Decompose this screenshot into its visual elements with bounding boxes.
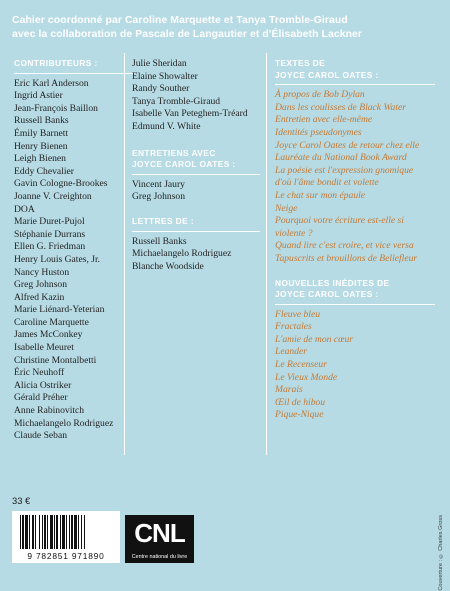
text-title: Quand lire c'est croire, et vice versa: [275, 240, 414, 252]
contributor-name: Henry Louis Gates, Jr.: [14, 253, 101, 265]
contributor-name: Tanya Tromble-Giraud: [132, 95, 221, 107]
story-title: Pique-Nique: [275, 409, 324, 421]
contributor-name: James McConkey: [14, 329, 83, 341]
cnl-logo: [125, 515, 194, 563]
contributor-name: Michaelangelo Rodriguez: [14, 417, 114, 429]
contributor-name: Alfred Kazin: [14, 291, 65, 303]
column-divider-1: [124, 53, 125, 455]
barcode-number: 9 782851 971890: [27, 551, 105, 561]
contributor-name: Isabelle Van Peteghem-Tréard: [132, 108, 248, 120]
contributor-name: Stéphanie Durrans: [14, 228, 86, 240]
contributor-name: Joanne V. Creighton: [14, 190, 92, 202]
nouvelles-title: [275, 278, 445, 301]
story-title: Leander: [275, 346, 307, 358]
contributor-name: Jean-François Baillon: [14, 102, 98, 114]
entretiens-title-line-2: JOYCE CAROL OATES :: [132, 159, 236, 170]
contributeurs-list: [14, 78, 122, 443]
contributor-name: Isabelle Meuret: [14, 342, 74, 354]
textes-title-line-2: JOYCE CAROL OATES :: [275, 69, 379, 80]
story-title: L'amie de mon cœur: [275, 333, 353, 345]
header: [12, 14, 442, 42]
entretiens-list: [132, 179, 270, 204]
contributor-name: Leigh Bienen: [14, 153, 66, 165]
lettres-list: [132, 236, 270, 274]
contributor-name: Eddy Chevalier: [14, 165, 74, 177]
section-rule: [132, 231, 260, 232]
text-title: violente ?: [275, 227, 313, 239]
contributor-name: Russell Banks: [14, 115, 69, 127]
section-rule: [275, 304, 435, 305]
section-rule: [14, 73, 134, 74]
contributor-name: Ingrid Astier: [14, 90, 63, 102]
text-title: À propos de Bob Dylan: [275, 89, 365, 101]
contributor-name: DOA: [14, 203, 35, 215]
text-title: Neige: [275, 202, 298, 214]
nouvelles-title-line-2: JOYCE CAROL OATES :: [275, 289, 379, 300]
contributor-name: Claude Seban: [14, 430, 68, 442]
section-rule: [132, 174, 260, 175]
letter-author-name: Russell Banks: [132, 235, 187, 247]
text-title: Le chat sur mon épaule: [275, 189, 366, 201]
contributor-name: Randy Souther: [132, 83, 190, 95]
contributor-name: Caroline Marquette: [14, 316, 89, 328]
story-title: Marais: [275, 384, 303, 396]
text-title: La poésie est l'expression gnomique: [275, 164, 414, 176]
nouvelles-title-line-1: NOUVELLES INÉDITES DE: [275, 277, 390, 288]
text-title: Dans les coulisses de Black Water: [275, 101, 407, 113]
barcode-bars: [12, 511, 120, 551]
contributor-name: Henry Bienen: [14, 140, 68, 152]
contributor-name: Eric Karl Anderson: [14, 77, 89, 89]
contributor-name: Christine Montalbetti: [14, 354, 97, 366]
text-title: d'où l'âme bondit et volette: [275, 177, 379, 189]
contributeurs-title: CONTRIBUTEURS :: [14, 58, 98, 68]
contributor-name: Ellen G. Friedman: [14, 241, 86, 253]
contributor-name: Anne Rabinovitch: [14, 405, 85, 417]
middle-column: [132, 58, 270, 273]
price: 33 €: [12, 495, 31, 506]
contributor-name: Marie Duret-Pujol: [14, 216, 85, 228]
lettres-title: LETTRES DE :: [132, 215, 195, 226]
header-line-1: Cahier coordonné par Caroline Marquette et Tanya Tromble-Giraud: [12, 15, 348, 26]
contributor-name: Elaine Showalter: [132, 70, 198, 82]
story-title: Œil de hibou: [275, 396, 326, 408]
contributor-name: Marie Liénard-Yeterian: [14, 304, 105, 316]
entretiens-title: [132, 148, 270, 171]
text-title: Pourquoi votre écriture est-elle si: [275, 215, 404, 227]
story-title: Fractales: [275, 321, 312, 333]
contributeurs-list-continued: [132, 58, 270, 134]
barcode: [12, 511, 120, 563]
contributor-name: Nancy Huston: [14, 266, 70, 278]
letter-author-name: Michaelangelo Rodriguez: [132, 248, 232, 260]
letter-author-name: Blanche Woodside: [132, 260, 204, 272]
header-line-2: avec la collaboration de Pascale de Langautier et d'Élisabeth Lackner: [12, 29, 363, 40]
contributeurs-section: [14, 58, 122, 443]
interviewer-name: Vincent Jaury: [132, 178, 185, 190]
text-title: Tapuscrits et brouillons de Bellefleur: [275, 252, 418, 264]
entretiens-title-line-1: ENTRETIENS AVEC: [132, 147, 216, 158]
textes-title-line-1: TEXTES DE: [275, 58, 326, 68]
contributor-name: Éric Neuhoff: [14, 367, 65, 379]
text-title: Joyce Carol Oates de retour chez elle: [275, 139, 420, 151]
contributor-name: Gavin Cologne-Brookes: [14, 178, 108, 190]
contributor-name: Edmund V. White: [132, 120, 201, 132]
contributor-name: Émily Barnett: [14, 127, 69, 139]
section-rule: [275, 84, 435, 85]
interviewer-name: Greg Johnson: [132, 191, 186, 203]
text-title: Entretien avec elle-même: [275, 114, 373, 126]
story-title: Fleuve bleu: [275, 308, 321, 320]
cnl-logo-text: CNL: [134, 518, 185, 548]
right-column: [275, 58, 445, 422]
textes-title: [275, 58, 445, 81]
cover-credit: Couverture : © Charles Gross: [438, 515, 444, 591]
story-title: Le Vieux Monde: [275, 371, 338, 383]
contributor-name: Julie Sheridan: [132, 58, 187, 69]
contributor-name: Alicia Ostriker: [14, 379, 72, 391]
contributor-name: Gérald Préher: [14, 392, 68, 404]
contributor-name: Greg Johnson: [14, 279, 68, 291]
text-title: Identités pseudonymes: [275, 126, 362, 138]
story-title: Le Recenseur: [275, 359, 327, 371]
nouvelles-list: [275, 309, 445, 422]
cnl-logo-subtitle: Centre national du livre: [131, 554, 188, 560]
text-title: Lauréate du National Book Award: [275, 152, 407, 164]
textes-list: [275, 89, 445, 265]
